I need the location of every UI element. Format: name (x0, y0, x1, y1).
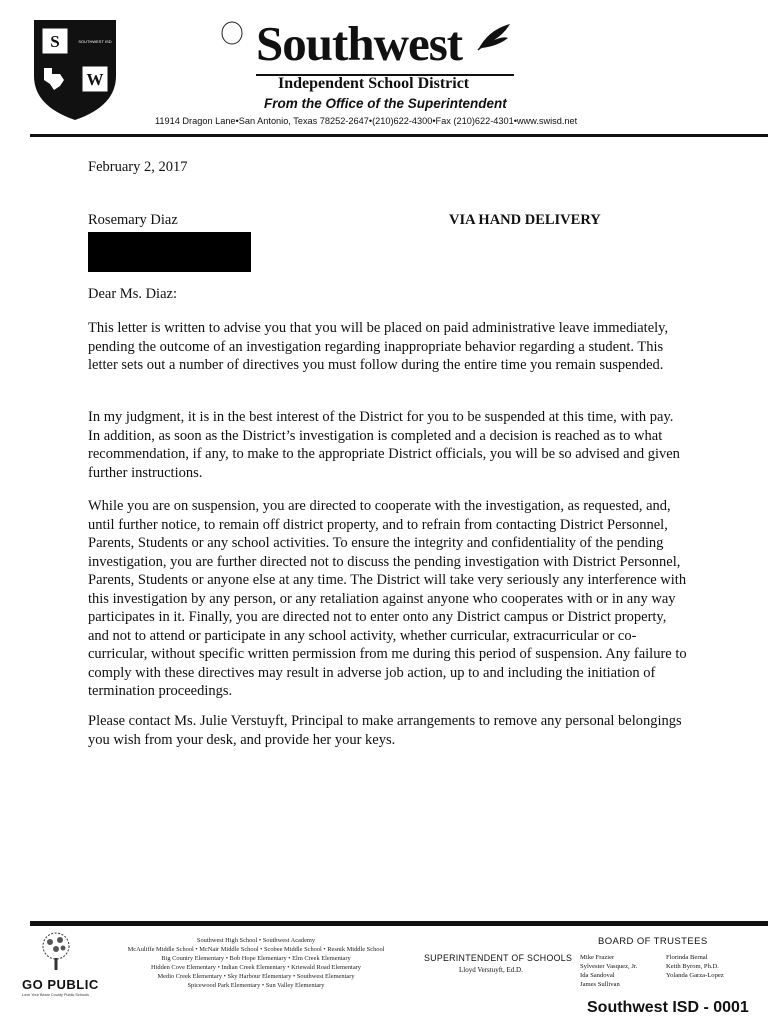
crest-banner-text: SOUTHWEST ISD (78, 39, 112, 44)
superintendent-name: Lloyd Verstuyft, Ed.D. (459, 966, 523, 974)
feather-quill-icon (474, 20, 516, 56)
trustee-name: Yolanda Garza-Lopez (666, 972, 724, 979)
circle-ornament-icon (219, 20, 245, 46)
address-line: 11914 Dragon Lane•San Antonio, Texas 78252-2647•(210)622-4300•Fax (210)622-4301•www.swisd.net (155, 116, 578, 126)
go-public-label: GO PUBLIC (22, 977, 99, 992)
schools-line: Hidden Cove Elementary • Indian Creek Elementary • Kriewald Road Elementary (151, 964, 361, 971)
office-line: From the Office of the Superintendent (264, 96, 507, 111)
paragraph-1: This letter is written to advise you that you will be placed on paid administrative leave immediately, pending the outcome of an investigation regarding inappropriate behavior regarding a student. This letter sets out a number of directives you must follow during the entire time you remain suspended. (88, 320, 669, 373)
paragraph-4: Please contact Ms. Julie Verstuyft, Principal to make arrangements to remove any personal belongings you wish from your desk, and provide her your keys. (88, 713, 682, 748)
trustee-name: Sylvester Vasquez, Jr. (580, 963, 638, 970)
crest-letter-s: S (50, 32, 60, 51)
redacted-address-block (88, 232, 251, 272)
board-of-trustees-title: BOARD OF TRUSTEES (598, 936, 708, 947)
letter-date: February 2, 2017 (88, 159, 188, 175)
salutation: Dear Ms. Diaz: (88, 286, 177, 302)
paragraph-2: In my judgment, it is in the best interest of the District for you to be suspended at this time, with pay. In addition, as soon as the District’s investigation is completed and a decision is reached as to what recommendation, if any, to make to the appropriate District officials, you will be so advised and given further instructions. (88, 409, 680, 481)
footer-divider (30, 921, 768, 926)
go-public-tagline: Love Your Bexar County Public Schools (22, 993, 89, 997)
bates-number: Southwest ISD - 0001 (587, 999, 749, 1016)
trustee-name: Florinda Bernal (666, 954, 708, 961)
trustee-name: Keith Byrom, Ph.D. (666, 963, 719, 970)
schools-line: Southwest High School • Southwest Academy (196, 937, 316, 944)
trustee-name: Mike Frazier (580, 954, 615, 961)
schools-list (98, 936, 414, 990)
schools-line: Big Country Elementary • Bob Hope Elementary • Elm Creek Elementary (161, 955, 351, 962)
go-public-tree-icon (36, 930, 76, 974)
district-name: Southwest (256, 16, 463, 71)
paragraph-3: While you are on suspension, you are directed to cooperate with the investigation, as requested, and, until further notice, to remain off district property, and to refrain from contacting District Personnel, Parents, Students or any school activities. To ensure the integrity and confidentiality of the pending investigation, you are further directed not to discuss the pending investigation with District Personnel, Parents, Students or anyone else at any time. The District will take very seriously any interference with this investigation by any person, or any retaliation against anyone who cooperates with or in any way participates in it. Finally, you are directed not to enter onto any District campus or District property, and not to attend or participate in any school activity, whether curricular, extracurricular or co-curricular, without specific written permission from me during this period of suspension. Any failure to comply with these directives may result in adverse job action, up to and including the initiation of termination proceedings. (88, 498, 687, 699)
delivery-method: VIA HAND DELIVERY (449, 212, 601, 228)
district-crest-logo (30, 14, 120, 122)
trustee-name: James Sullivan (580, 981, 620, 988)
district-subtitle: Independent School District (278, 75, 470, 92)
crest-letter-w: W (86, 70, 104, 89)
schools-line: McAuliffe Middle School • McNair Middle School • Scobee Middle School • Resnik Middle School (127, 946, 385, 953)
schools-line: Spicewood Park Elementary • Sun Valley Elementary (187, 982, 325, 989)
recipient-name: Rosemary Diaz (88, 212, 178, 228)
schools-line: Medio Creek Elementary • Sky Harbour Elementary • Southwest Elementary (157, 973, 355, 980)
header-divider (30, 134, 768, 137)
superintendent-title: SUPERINTENDENT OF SCHOOLS (424, 953, 573, 963)
trustee-name: Ida Sandoval (580, 972, 615, 979)
trustees-list (580, 953, 760, 989)
